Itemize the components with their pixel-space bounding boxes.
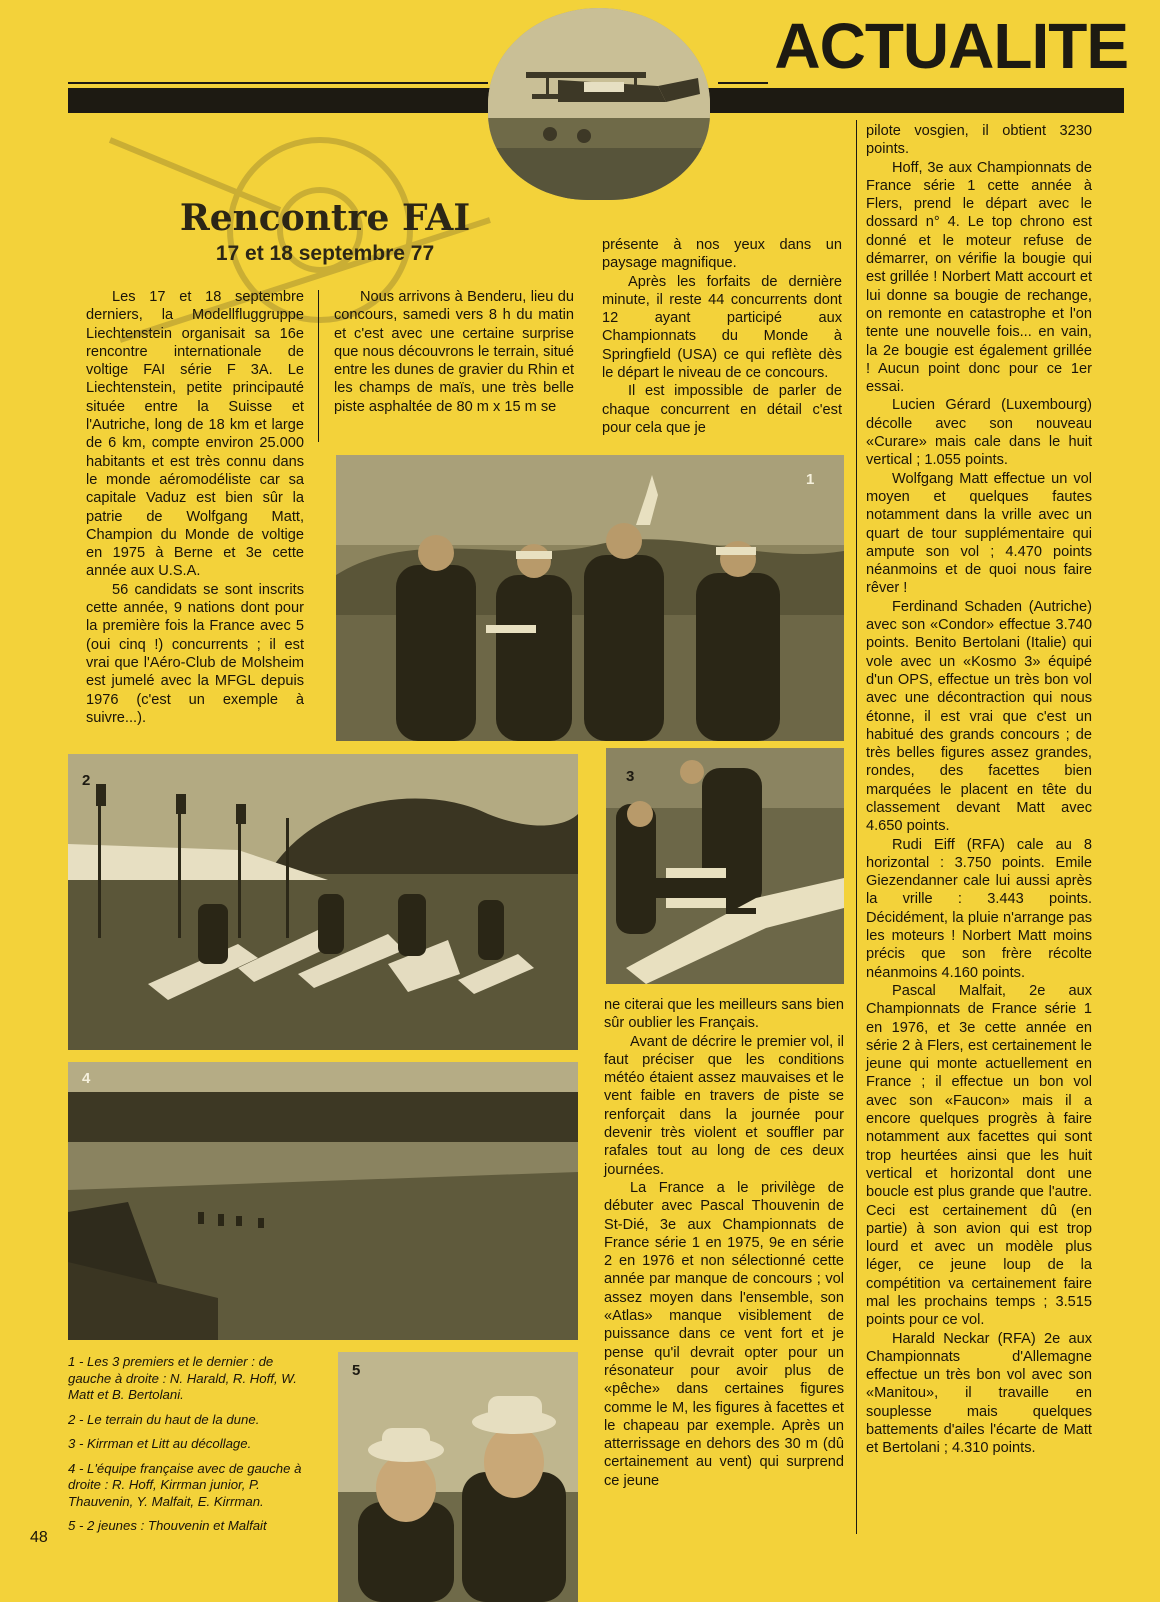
- col4-paragraph-6: Rudi Eiff (RFA) cale au 8 horizontal : 3.750 points. Emile Giezendanner cale lui aussi après la vrille : 3.443 points. Décidément, la pluie n'arrange pas les moteurs ! Norbert Matt moins précis que son frère récolte néanmoins 4.160 points.: [866, 836, 1092, 981]
- header-photo-biplane: [488, 8, 710, 200]
- caption-2: 2 - Le terrain du haut de la dune.: [68, 1411, 260, 1427]
- article-column-3-bottom: [604, 996, 844, 1490]
- col3-paragraph-1: présente à nos yeux dans un paysage magnifique.: [602, 237, 842, 272]
- photo-1-number: 1: [806, 471, 815, 488]
- col3-paragraph-2: Après les forfaits de dernière minute, il reste 44 concurrents dont 12 ayant participé aux Championnats du Monde à Springfield (USA) ce qui reflète dès le départ le niveau de ce concours.: [602, 273, 842, 382]
- header-rule-left: [68, 82, 488, 84]
- article-title: Rencontre FAI: [179, 197, 471, 239]
- col4-paragraph-1: pilote vosgien, il obtient 3230 points.: [866, 123, 1092, 158]
- col3-paragraph-5: Avant de décrire le premier vol, il faut préciser que les conditions météo étaient assez mauvaises et le vent faible en travers de piste se renforçait dans la journée pour devenir très violent et souffler par rafales tout au long de ces deux journées.: [604, 1033, 844, 1178]
- column-divider-1: [318, 290, 319, 442]
- section-title: ACTUALITE: [774, 10, 1128, 82]
- photo-4-number: 4: [82, 1070, 91, 1087]
- col4-paragraph-8: Harald Neckar (RFA) 2e aux Championnats d'Allemagne effectue un très bon vol avec son «Manitou», il travaille en souplesse mais quelques battements d'ailes l'écarte de Matt et Bertolani ; 4.310 points.: [866, 1330, 1092, 1457]
- caption-4: 4 - L'équipe française avec de gauche à droite : R. Hoff, Kirrman junior, P. Thauvenin, Y. Malfait, E. Kirrman.: [68, 1460, 302, 1509]
- col4-paragraph-4: Wolfgang Matt effectue un vol moyen et quelques fautes notamment dans la vrille avec un quart de tour supplémentaire qui ampute son vol ; 4.470 points néanmoins et de quoi nous faire rêver !: [866, 470, 1092, 597]
- caption-5: 5 - 2 jeunes : Thouvenin et Malfait: [68, 1518, 267, 1533]
- col1-paragraph-1: Les 17 et 18 septembre derniers, la Modellfluggruppe Liechtenstein organisait sa 16e rencontre internationale de voltige FAI série F 3A. Le Liechtenstein, petite principauté située entre la Suisse et l'Autriche, long de 18 km et large de 6 km, compte environ 25.000 habitants et est très connu dans le monde aéromodéliste car sa capitale Vaduz est bien sûr la patrie de Wolfgang Matt, Champion du Monde de voltige en 1975 à Berne et 3e cette année aux U.S.A.: [86, 289, 304, 580]
- photo-1-podium: [336, 455, 844, 741]
- photo-4-french-team: [68, 1062, 578, 1340]
- col2-paragraph-1: Nous arrivons à Benderu, lieu du concours, samedi vers 8 h du matin et c'est avec une certaine surprise que nous découvrons le terrain, situé entre les dunes de gravier du Rhin et les champs de maïs, une très belle piste asphaltée de 80 m x 15 m se: [334, 289, 574, 415]
- caption-3: 3 - Kirrman et Litt au décollage.: [68, 1436, 252, 1451]
- col3-paragraph-6: La France a le privilège de débuter avec Pascal Thouvenin de St-Dié, 3e aux Championnats de France série 1 en 1975, 9e en série 2 en 1976 et non sélectionné cette année par manque de concours ; vol assez moyen dans l'ensemble, son «Atlas» manque visiblement de puissance dans ce vent fort et je pense qu'il devrait opter pour un résonateur pour avoir plus de «pêche» dans certaines figures comme le M, les figures à facettes et le chapeau par exemple. Après un atterrissage en dehors des 30 m (dû certainement au vent) qui surprend ce jeune: [604, 1179, 844, 1489]
- article-column-1: [86, 288, 304, 727]
- column-divider-4: [856, 120, 857, 1534]
- header-rule-right: [718, 82, 768, 84]
- photo-captions: [68, 1354, 318, 1543]
- page-number: 48: [30, 1529, 48, 1546]
- photo-3-takeoff: [606, 748, 844, 984]
- article-subtitle: 17 et 18 septembre 77: [215, 242, 435, 265]
- col4-paragraph-2: Hoff, 3e aux Championnats de France série 1 cette année à Flers, prend le départ avec le dossard n° 4. Le top chrono est donné et le moteur refuse de démarrer, on vérifie la bougie qui est grillée ! Norbert Matt accourt et lui donne sa bougie de rechange, on remonte en catastrophe et l'on tente une nouvelle fois... en vain, la 2e bougie est également grillée ! Aucun point donc pour ce 1er essai.: [866, 159, 1092, 396]
- article-column-3-top: [602, 236, 842, 437]
- photo-5-two-youngsters: [338, 1352, 578, 1602]
- article-column-4: [866, 122, 1092, 1458]
- col3-paragraph-4: ne citerai que les meilleurs sans bien sûr oublier les Français.: [604, 997, 844, 1032]
- col4-paragraph-7: Pascal Malfait, 2e aux Championnats de France série 1 en 1976, et 3e cette année en série 2 à Flers, est certainement le jeune qui monte actuellement en France ; il effectue un bon vol avec son «Faucon» mais il a encore quelques progrès à faire notamment aux facettes qui sont trop heurtées ainsi que les huit vertical et horizontal dont une boucle est plus grande que l'autre. Ceci est certainement dû (en partie) à son avion qui est trop lourd et avec un modèle plus léger, ce jeune loup de la compétition va certainement faire mal les prochains temps ; 3.515 points pour ce vol.: [866, 982, 1092, 1329]
- col4-paragraph-5: Ferdinand Schaden (Autriche) avec son «Condor» effectue 3.740 points. Benito Bertolani (Italie) qui vole avec un «Kosmo 3» équipé d'un OPS, effectue un très bon vol avec une décontraction qui nous étonne, il est vrai que c'est un habitué des grands concours ; de très belles figures assez grandes, rondes, des facettes bien marquées le placent en tête du classement devant Matt avec 4.650 points.: [866, 598, 1092, 835]
- article-column-2: [334, 288, 574, 416]
- photo-3-number: 3: [626, 768, 635, 785]
- col4-paragraph-3: Lucien Gérard (Luxembourg) décolle avec son nouveau «Curare» mais cale dans le huit vertical ; 1.055 points.: [866, 397, 1092, 469]
- photo-2-field: [68, 754, 578, 1050]
- col3-paragraph-3: Il est impossible de parler de chaque concurrent en détail c'est pour cela que je: [602, 383, 842, 436]
- col1-paragraph-2: 56 candidats se sont inscrits cette année, 9 nations dont pour la première fois la France avec 5 (oui cinq !) concurrents ; il est vrai que l'Aéro-Club de Molsheim est jumelé avec la MFGL depuis 1976 (c'est un exemple à suivre...).: [86, 581, 304, 726]
- caption-1: 1 - Les 3 premiers et le dernier : de gauche à droite : N. Harald, R. Hoff, W. Matt et B. Bertolani.: [68, 1354, 297, 1402]
- photo-2-number: 2: [82, 772, 91, 789]
- photo-5-number: 5: [352, 1362, 361, 1379]
